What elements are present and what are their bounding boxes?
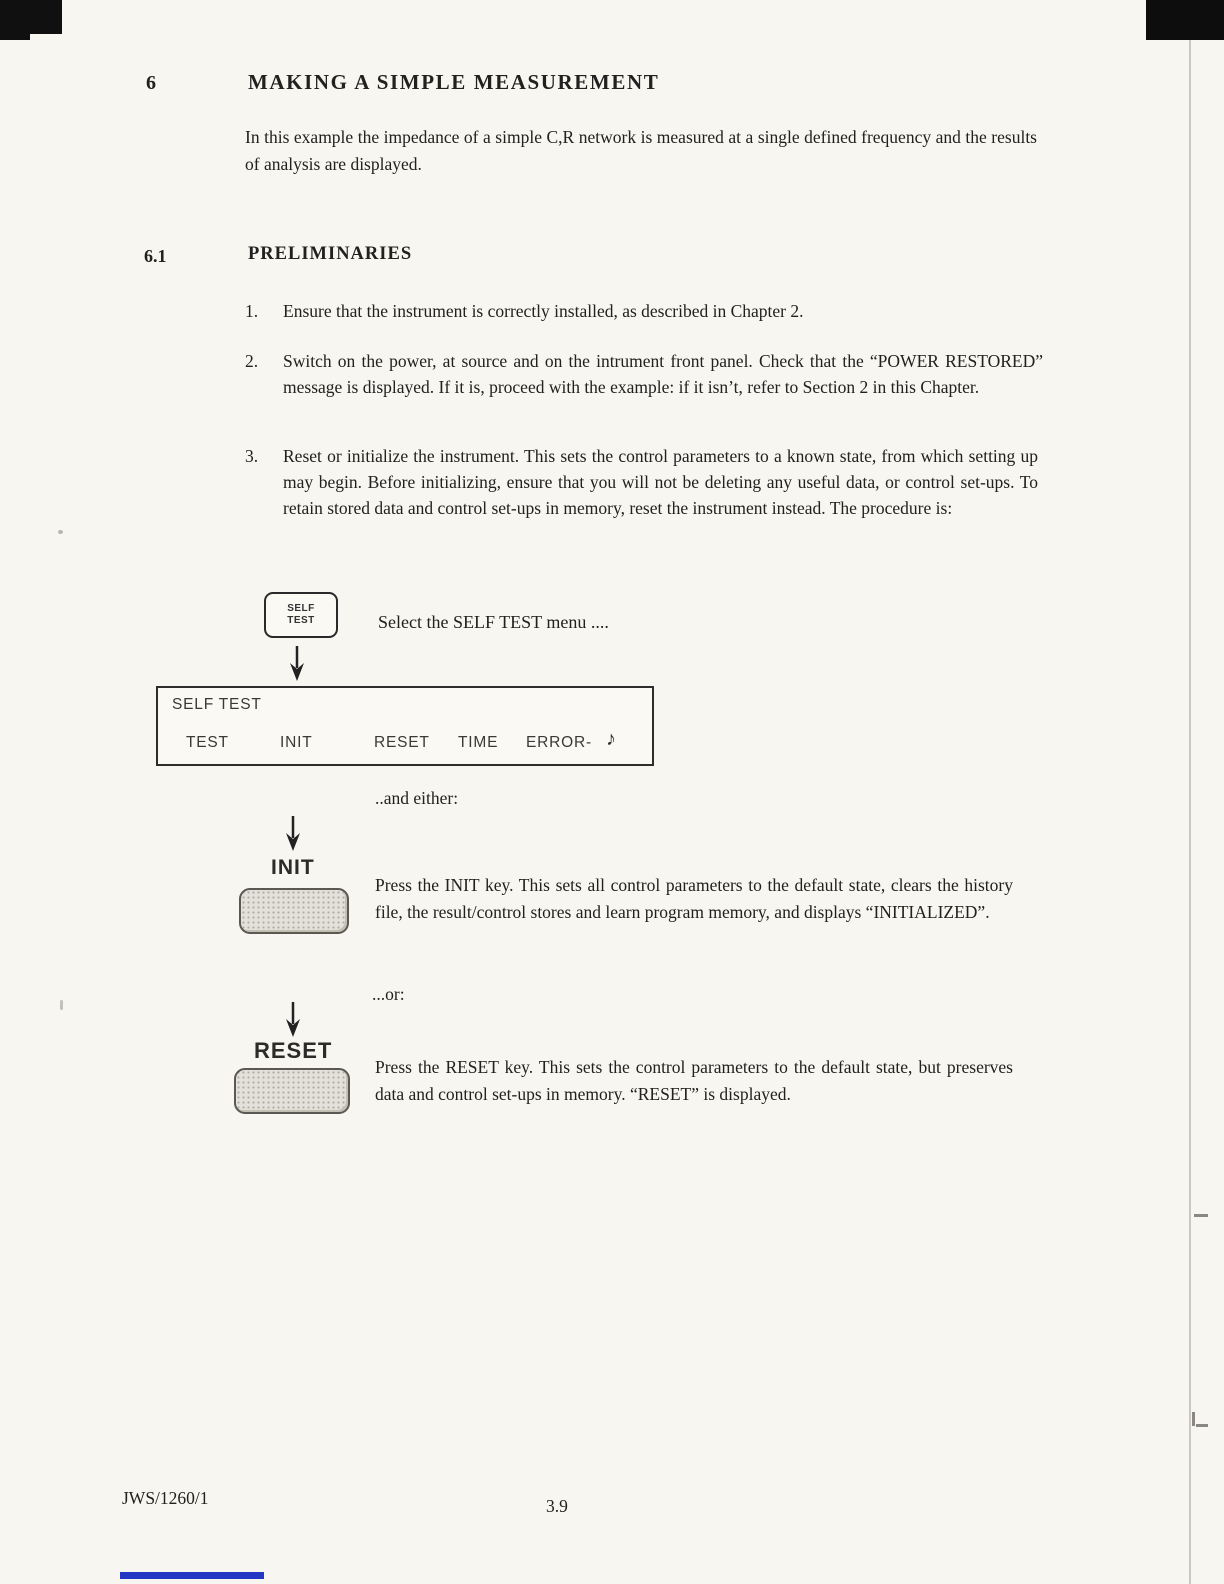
section-title: MAKING A SIMPLE MEASUREMENT — [248, 70, 660, 94]
document-reference: JWS/1260/1 — [122, 1488, 209, 1508]
init-description: Press the INIT key. This sets all control parameters to the default state, clears the history file, the result/control stores and learn program memory, and displays “INITIALIZED”. — [375, 875, 1013, 922]
reset-description: Press the RESET key. This sets the control parameters to the default state, but preserves data and control set-ups in memory. “RESET” is displayed. — [375, 1057, 1013, 1104]
step-number: 2. — [245, 351, 259, 371]
display-menu-item: TEST — [186, 734, 229, 751]
step-item — [245, 348, 1043, 400]
section-number: 6 — [146, 72, 156, 94]
reset-key-illustration — [234, 1068, 350, 1114]
step-number: 1. — [245, 301, 259, 321]
scan-artifact-top-left — [0, 0, 62, 34]
display-menu-title: SELF TEST — [172, 696, 262, 713]
down-arrow-icon — [282, 816, 304, 852]
step-item — [245, 298, 995, 324]
scan-artifact-mark — [1196, 1424, 1208, 1427]
scan-artifact-dot — [60, 1000, 63, 1010]
display-menu-item: INIT — [280, 734, 313, 751]
self-test-key-label-line2: TEST — [287, 615, 315, 626]
self-test-key-label-line1: SELF — [287, 603, 315, 614]
init-key-label: INIT — [271, 856, 315, 879]
instrument-display-panel — [156, 686, 654, 766]
scan-artifact-dot — [58, 530, 63, 534]
down-arrow-icon — [282, 1002, 304, 1038]
scan-artifact-top-right — [1146, 0, 1224, 40]
scan-artifact-right-edge-line — [1189, 40, 1191, 1584]
step-text: Switch on the power, at source and on the intrument front panel. Check that the “POWER RESTORED” message is displayed. If it is, proceed with the example: if it isn’t, refer to Section 2 in this Chapter. — [283, 351, 1043, 397]
step-text: Reset or initialize the instrument. This sets the control parameters to a known state, from which setting up may begin. Before initializing, ensure that you will not be deleting any useful data, or control set-ups. To retain stored data and control set-ups in memory, reset the instrument instead. The procedure is: — [283, 446, 1038, 518]
page-number: 3.9 — [546, 1496, 568, 1516]
scan-artifact-blue-line — [120, 1572, 264, 1579]
init-key-illustration — [239, 888, 349, 934]
subsection-number: 6.1 — [144, 246, 167, 266]
either-label: ..and either: — [375, 788, 459, 808]
scan-artifact-mark — [1194, 1214, 1208, 1217]
display-menu-item: TIME — [458, 734, 499, 751]
reset-key-label: RESET — [254, 1038, 333, 1063]
down-arrow-icon — [286, 646, 308, 682]
intro-paragraph: In this example the impedance of a simple C,R network is measured at a single defined frequency and the results of analysis are displayed. — [245, 127, 1037, 174]
display-menu-item: RESET — [374, 734, 430, 751]
self-test-caption: Select the SELF TEST menu .... — [378, 612, 609, 632]
self-test-key-illustration — [264, 592, 338, 638]
display-menu-item: ERROR- — [526, 734, 592, 751]
step-item — [245, 443, 1038, 521]
subsection-title: PRELIMINARIES — [248, 244, 413, 264]
scan-artifact-mark — [1192, 1412, 1195, 1426]
music-note-icon: ♪ — [606, 728, 616, 750]
step-number: 3. — [245, 446, 259, 466]
or-label: ...or: — [372, 984, 405, 1004]
step-text: Ensure that the instrument is correctly installed, as described in Chapter 2. — [283, 301, 804, 321]
